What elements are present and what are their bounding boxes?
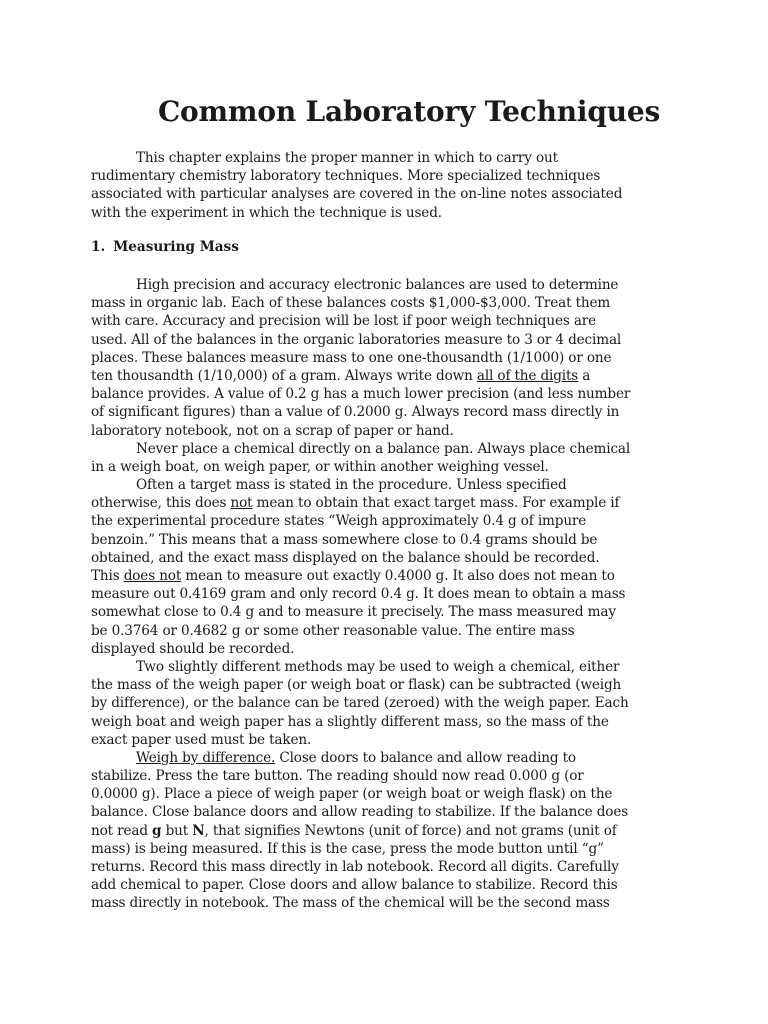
text-line: mass in organic lab. Each of these balances costs $1,000-$3,000. Treat them: [91, 295, 611, 312]
text-line: of significant figures) than a value of 0.2000 g. Always record mass directly in: [91, 404, 620, 421]
section-title: Measuring Mass: [113, 239, 239, 255]
text-span: Close doors to balance and allow reading to: [275, 749, 576, 766]
section-number: 1.: [91, 239, 106, 255]
underlined-phrase: not: [230, 495, 253, 512]
text-line: obtained, and the exact mass displayed on the balance should be recorded.: [91, 549, 600, 566]
text-line: stabilize. Press the tare button. The reading should now read 0.000 g (or: [91, 768, 584, 785]
text-line: Two slightly different methods may be used to weigh a chemical, either: [136, 658, 620, 675]
text-span: mean to measure out exactly 0.4000 g. It also does not mean to: [181, 568, 615, 584]
text-line: in a weigh boat, on weigh paper, or within another weighing vessel.: [91, 458, 549, 475]
text-line: weigh boat and weigh paper has a slightly different mass, so the mass of the: [91, 713, 609, 730]
text-line: returns. Record this mass directly in lab notebook. Record all digits. Carefully: [91, 859, 619, 875]
section-body: [91, 276, 681, 913]
text-span: ten thousandth (1/10,000) of a gram. Always write down: [91, 367, 477, 384]
text-line: somewhat close to 0.4 g and to measure it precisely. The mass measured may: [91, 604, 616, 621]
text-line: displayed should be recorded.: [91, 640, 295, 657]
bold-unit-n: N: [192, 822, 205, 839]
text-span: otherwise, this does: [91, 495, 231, 512]
underlined-phrase: Weigh by difference.: [136, 749, 276, 766]
text-span: This: [91, 568, 124, 584]
text-line: 0.0000 g). Place a piece of weigh paper (or weigh boat or weigh flask) on the: [91, 786, 613, 803]
text-line: mass directly in notebook. The mass of the chemical will be the second mass: [91, 895, 610, 912]
text-line: mass) is being measured. If this is the case, press the mode button until “g”: [91, 840, 604, 857]
page-title: Common Laboratory Techniques: [157, 95, 661, 128]
text-line: [91, 367, 681, 385]
intro-line: associated with particular analyses are covered in the on-line notes associated: [91, 186, 623, 203]
text-line: the mass of the weigh paper (or weigh boat or flask) can be subtracted (weigh: [91, 677, 622, 694]
text-line: [91, 567, 681, 585]
text-line: the experimental procedure states “Weigh approximately 0.4 g of impure: [91, 513, 587, 530]
text-line: with care. Accuracy and precision will be lost if poor weigh techniques are: [91, 313, 597, 330]
intro-paragraph: [91, 149, 681, 222]
bold-unit-g: g: [152, 822, 162, 839]
text-line: exact paper used must be taken.: [91, 731, 312, 748]
text-span: a: [578, 367, 591, 384]
text-line: by difference), or the balance can be tared (zeroed) with the weigh paper. Each: [91, 695, 629, 712]
text-line: [91, 822, 681, 840]
text-line: High precision and accuracy electronic balances are used to determine: [136, 277, 619, 293]
text-line: Never place a chemical directly on a balance pan. Always place chemical: [136, 440, 631, 457]
text-line: balance. Close balance doors and allow reading to stabilize. If the balance does: [91, 804, 629, 821]
intro-line: This chapter explains the proper manner in which to carry out: [136, 150, 558, 166]
text-span: , that signifies Newtons (unit of force) and not grams (unit of: [204, 822, 617, 839]
text-line: laboratory notebook, not on a scrap of paper or hand.: [91, 422, 454, 439]
text-line: balance provides. A value of 0.2 g has a much lower precision (and less number: [91, 386, 631, 403]
text-line: benzoin.” This means that a mass somewhere close to 0.4 grams should be: [91, 531, 598, 548]
text-span: mean to obtain that exact target mass. For example if: [252, 495, 620, 512]
section-heading: [91, 238, 239, 256]
underlined-phrase: all of the digits: [476, 367, 579, 384]
underlined-phrase: does not: [123, 568, 182, 584]
text-line: places. These balances measure mass to one one-thousandth (1/1000) or one: [91, 349, 612, 366]
text-line: add chemical to paper. Close doors and allow balance to stabilize. Record this: [91, 877, 618, 894]
text-line: measure out 0.4169 gram and only record 0.4 g. It does mean to obtain a mass: [91, 586, 626, 603]
text-line: be 0.3764 or 0.4682 g or some other reasonable value. The entire mass: [91, 622, 575, 639]
text-line: [91, 494, 681, 512]
text-span: not read: [91, 822, 153, 839]
intro-line: with the experiment in which the technique is used.: [91, 204, 442, 221]
text-line: Often a target mass is stated in the procedure. Unless specified: [136, 477, 567, 494]
text-span: but: [161, 822, 193, 839]
text-line: [91, 749, 681, 767]
text-line: used. All of the balances in the organic laboratories measure to 3 or 4 decimal: [91, 331, 622, 348]
intro-line: rudimentary chemistry laboratory techniques. More specialized techniques: [91, 168, 601, 185]
